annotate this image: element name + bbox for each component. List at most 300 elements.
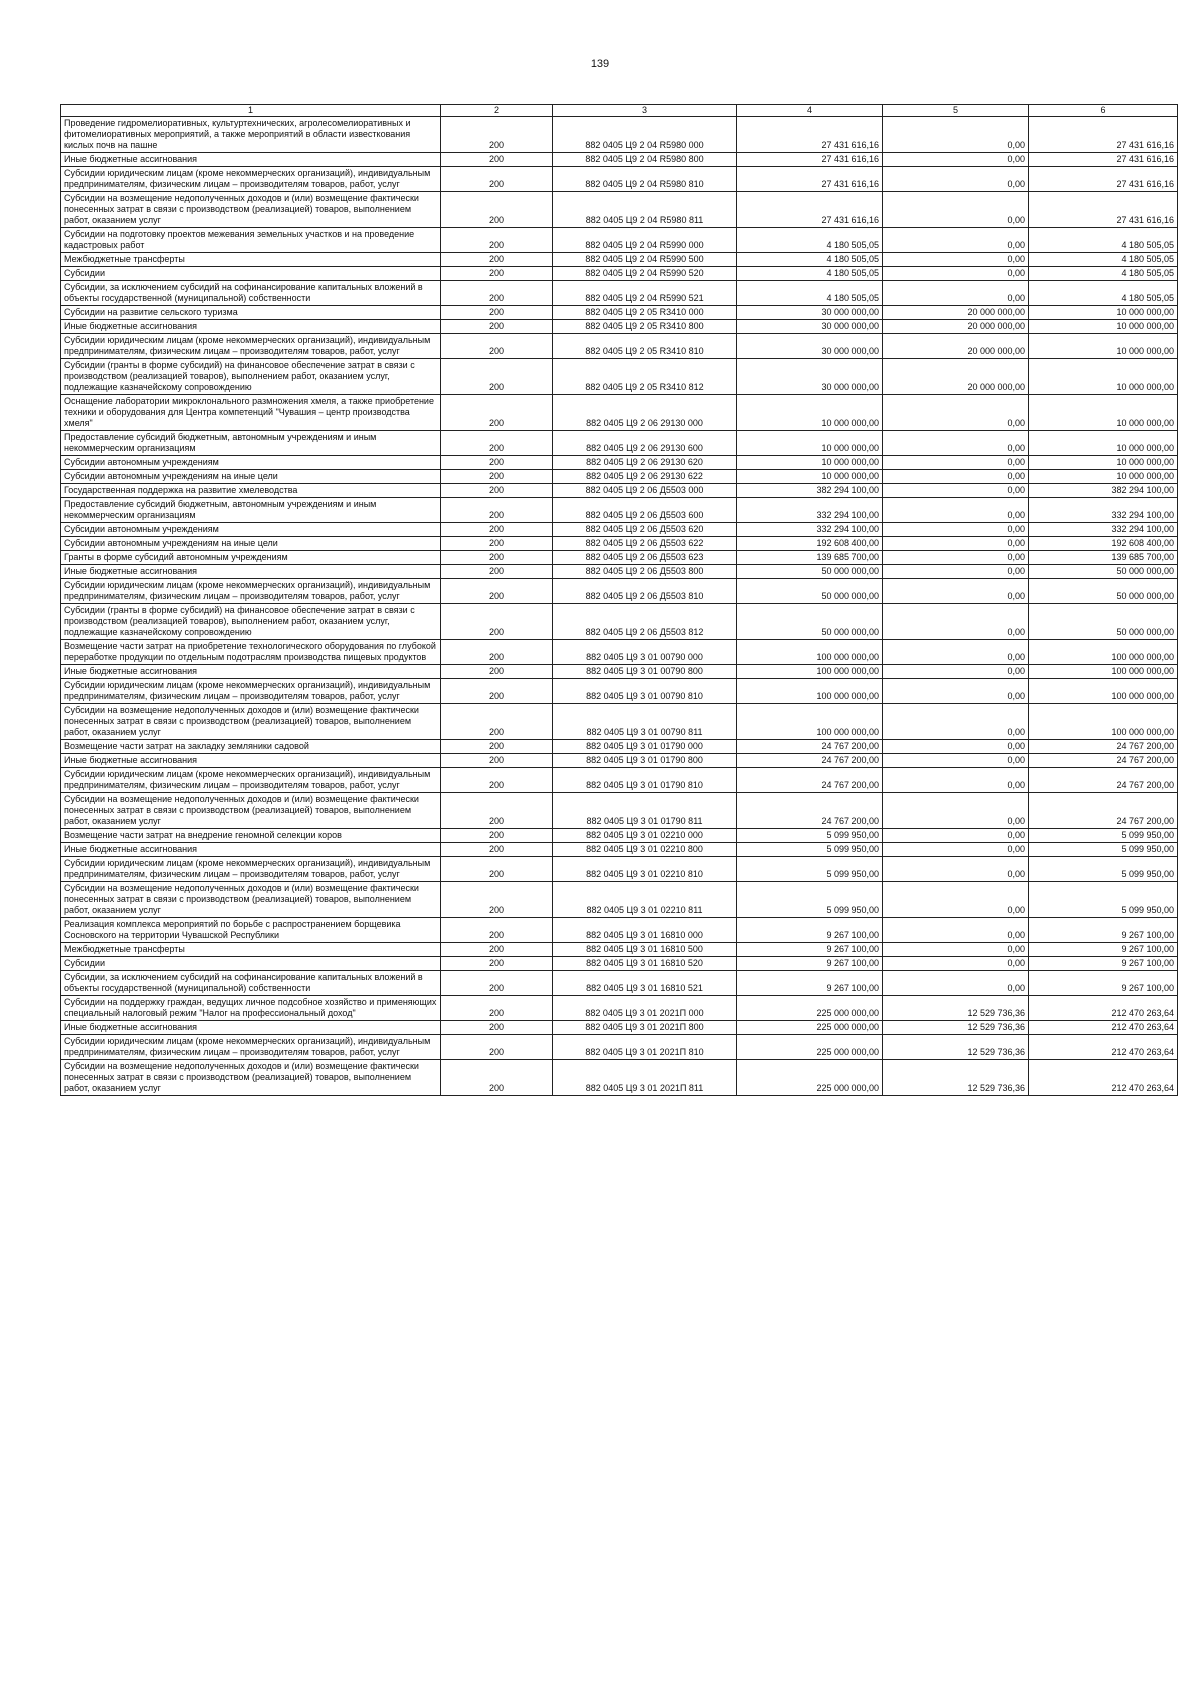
- table-row: [61, 740, 1178, 754]
- row-change-cell: 0,00: [883, 665, 1029, 679]
- row-code-cell: 882 0405 Ц9 2 06 29130 622: [553, 470, 737, 484]
- row-code-cell: 882 0405 Ц9 2 04 R5990 000: [553, 228, 737, 253]
- table-row: [61, 579, 1178, 604]
- row-name-cell: Субсидии на возмещение недополученных доходов и (или) возмещение фактически понесенных затрат в связи с производством (реализацией) товаров, выполнением работ, оказанием услуг: [61, 1060, 441, 1096]
- row-amount-cell: 10 000 000,00: [737, 470, 883, 484]
- row-name-cell: Иные бюджетные ассигнования: [61, 665, 441, 679]
- row-total-cell: 9 267 100,00: [1029, 957, 1178, 971]
- row-change-cell: 0,00: [883, 167, 1029, 192]
- row-change-cell: 0,00: [883, 431, 1029, 456]
- row-amount-cell: 5 099 950,00: [737, 882, 883, 918]
- table-row: [61, 117, 1178, 153]
- row-change-cell: 0,00: [883, 857, 1029, 882]
- table-row: [61, 498, 1178, 523]
- row-change-cell: 0,00: [883, 768, 1029, 793]
- row-total-cell: 9 267 100,00: [1029, 918, 1178, 943]
- row-total-cell: 382 294 100,00: [1029, 484, 1178, 498]
- row-amount-cell: 24 767 200,00: [737, 768, 883, 793]
- row-change-cell: 12 529 736,36: [883, 996, 1029, 1021]
- row-section-cell: 200: [441, 470, 553, 484]
- row-change-cell: 0,00: [883, 679, 1029, 704]
- row-total-cell: 50 000 000,00: [1029, 579, 1178, 604]
- row-total-cell: 100 000 000,00: [1029, 704, 1178, 740]
- row-amount-cell: 225 000 000,00: [737, 1035, 883, 1060]
- row-change-cell: 0,00: [883, 267, 1029, 281]
- table-row: [61, 843, 1178, 857]
- row-amount-cell: 50 000 000,00: [737, 579, 883, 604]
- column-header-1: 1: [61, 105, 441, 117]
- row-name-cell: Субсидии на возмещение недополученных доходов и (или) возмещение фактически понесенных затрат в связи с производством (реализацией) товаров, выполнением работ, оказанием услуг: [61, 704, 441, 740]
- row-name-cell: Межбюджетные трансферты: [61, 943, 441, 957]
- row-name-cell: Реализация комплекса мероприятий по борьбе с распространением борщевика Сосновского на территории Чувашской Республики: [61, 918, 441, 943]
- row-section-cell: 200: [441, 640, 553, 665]
- row-amount-cell: 192 608 400,00: [737, 537, 883, 551]
- row-amount-cell: 9 267 100,00: [737, 943, 883, 957]
- row-amount-cell: 225 000 000,00: [737, 1060, 883, 1096]
- row-section-cell: 200: [441, 537, 553, 551]
- row-section-cell: 200: [441, 740, 553, 754]
- table-row: [61, 679, 1178, 704]
- row-name-cell: Субсидии (гранты в форме субсидий) на финансовое обеспечение затрат в связи с производством (реализацией товаров), выполнением работ, оказанием услуг, подлежащие казначейскому сопровождению: [61, 359, 441, 395]
- row-change-cell: 0,00: [883, 565, 1029, 579]
- row-change-cell: 0,00: [883, 957, 1029, 971]
- row-change-cell: 0,00: [883, 918, 1029, 943]
- table-row: [61, 882, 1178, 918]
- row-section-cell: 200: [441, 754, 553, 768]
- row-code-cell: 882 0405 Ц9 3 01 02210 000: [553, 829, 737, 843]
- row-name-cell: Субсидии юридическим лицам (кроме некоммерческих организаций), индивидуальным предпринимателям, физическим лицам – производителям товаров, работ, услуг: [61, 167, 441, 192]
- row-total-cell: 9 267 100,00: [1029, 971, 1178, 996]
- table-row: [61, 957, 1178, 971]
- row-total-cell: 5 099 950,00: [1029, 843, 1178, 857]
- row-name-cell: Субсидии на возмещение недополученных доходов и (или) возмещение фактически понесенных затрат в связи с производством (реализацией) товаров, выполнением работ, оказанием услуг: [61, 192, 441, 228]
- row-name-cell: Возмещение части затрат на закладку земляники садовой: [61, 740, 441, 754]
- row-amount-cell: 50 000 000,00: [737, 565, 883, 579]
- row-amount-cell: 225 000 000,00: [737, 1021, 883, 1035]
- column-header-5: 5: [883, 105, 1029, 117]
- row-section-cell: 200: [441, 334, 553, 359]
- row-code-cell: 882 0405 Ц9 2 06 29130 600: [553, 431, 737, 456]
- row-code-cell: 882 0405 Ц9 2 06 29130 620: [553, 456, 737, 470]
- row-amount-cell: 27 431 616,16: [737, 167, 883, 192]
- row-section-cell: 200: [441, 604, 553, 640]
- table-row: [61, 768, 1178, 793]
- table-row: [61, 253, 1178, 267]
- row-amount-cell: 100 000 000,00: [737, 640, 883, 665]
- row-amount-cell: 100 000 000,00: [737, 704, 883, 740]
- row-section-cell: 200: [441, 679, 553, 704]
- row-section-cell: 200: [441, 704, 553, 740]
- row-code-cell: 882 0405 Ц9 2 05 R3410 810: [553, 334, 737, 359]
- column-header-2: 2: [441, 105, 553, 117]
- row-change-cell: 0,00: [883, 470, 1029, 484]
- row-code-cell: 882 0405 Ц9 3 01 2021П 800: [553, 1021, 737, 1035]
- row-total-cell: 24 767 200,00: [1029, 754, 1178, 768]
- row-name-cell: Иные бюджетные ассигнования: [61, 565, 441, 579]
- table-row: [61, 604, 1178, 640]
- table-row: [61, 267, 1178, 281]
- row-total-cell: 9 267 100,00: [1029, 943, 1178, 957]
- row-change-cell: 20 000 000,00: [883, 334, 1029, 359]
- table-body: [61, 117, 1178, 1096]
- row-name-cell: Предоставление субсидий бюджетным, автономным учреждениям и иным некоммерческим организациям: [61, 498, 441, 523]
- row-change-cell: 20 000 000,00: [883, 359, 1029, 395]
- row-amount-cell: 30 000 000,00: [737, 320, 883, 334]
- row-name-cell: Субсидии: [61, 267, 441, 281]
- row-change-cell: 12 529 736,36: [883, 1060, 1029, 1096]
- row-code-cell: 882 0405 Ц9 2 06 Д5503 800: [553, 565, 737, 579]
- row-total-cell: 10 000 000,00: [1029, 431, 1178, 456]
- row-amount-cell: 30 000 000,00: [737, 359, 883, 395]
- row-name-cell: Иные бюджетные ассигнования: [61, 320, 441, 334]
- row-name-cell: Иные бюджетные ассигнования: [61, 843, 441, 857]
- row-code-cell: 882 0405 Ц9 2 04 R5980 000: [553, 117, 737, 153]
- table-row: [61, 551, 1178, 565]
- table-row: [61, 537, 1178, 551]
- row-code-cell: 882 0405 Ц9 3 01 00790 000: [553, 640, 737, 665]
- row-change-cell: 0,00: [883, 498, 1029, 523]
- row-code-cell: 882 0405 Ц9 2 05 R3410 812: [553, 359, 737, 395]
- row-change-cell: 20 000 000,00: [883, 320, 1029, 334]
- row-code-cell: 882 0405 Ц9 2 06 Д5503 600: [553, 498, 737, 523]
- row-change-cell: 0,00: [883, 153, 1029, 167]
- table-row: [61, 829, 1178, 843]
- column-header-4: 4: [737, 105, 883, 117]
- row-change-cell: 0,00: [883, 117, 1029, 153]
- table-row: [61, 153, 1178, 167]
- row-code-cell: 882 0405 Ц9 2 06 29130 000: [553, 395, 737, 431]
- row-code-cell: 882 0405 Ц9 3 01 00790 810: [553, 679, 737, 704]
- row-section-cell: 200: [441, 153, 553, 167]
- row-total-cell: 10 000 000,00: [1029, 359, 1178, 395]
- row-section-cell: 200: [441, 1021, 553, 1035]
- table-row: [61, 431, 1178, 456]
- row-total-cell: 5 099 950,00: [1029, 857, 1178, 882]
- row-total-cell: 10 000 000,00: [1029, 395, 1178, 431]
- column-header-3: 3: [553, 105, 737, 117]
- row-code-cell: 882 0405 Ц9 3 01 00790 811: [553, 704, 737, 740]
- row-section-cell: 200: [441, 484, 553, 498]
- row-change-cell: 0,00: [883, 882, 1029, 918]
- row-total-cell: 212 470 263,64: [1029, 996, 1178, 1021]
- table-row: [61, 640, 1178, 665]
- row-section-cell: 200: [441, 1060, 553, 1096]
- row-amount-cell: 332 294 100,00: [737, 523, 883, 537]
- row-change-cell: 0,00: [883, 971, 1029, 996]
- row-amount-cell: 27 431 616,16: [737, 192, 883, 228]
- row-name-cell: Субсидии на подготовку проектов межевания земельных участков и на проведение кадастровых работ: [61, 228, 441, 253]
- row-total-cell: 10 000 000,00: [1029, 334, 1178, 359]
- row-section-cell: 200: [441, 793, 553, 829]
- row-section-cell: 200: [441, 829, 553, 843]
- row-total-cell: 4 180 505,05: [1029, 253, 1178, 267]
- row-section-cell: 200: [441, 843, 553, 857]
- row-section-cell: 200: [441, 957, 553, 971]
- row-name-cell: Иные бюджетные ассигнования: [61, 1021, 441, 1035]
- row-name-cell: Субсидии юридическим лицам (кроме некоммерческих организаций), индивидуальным предпринимателям, физическим лицам – производителям товаров, работ, услуг: [61, 857, 441, 882]
- row-total-cell: 50 000 000,00: [1029, 604, 1178, 640]
- row-section-cell: 200: [441, 253, 553, 267]
- row-code-cell: 882 0405 Ц9 3 01 01790 800: [553, 754, 737, 768]
- table-row: [61, 320, 1178, 334]
- row-section-cell: 200: [441, 565, 553, 579]
- table-row: [61, 857, 1178, 882]
- row-name-cell: Субсидии на возмещение недополученных доходов и (или) возмещение фактически понесенных затрат в связи с производством (реализацией) товаров, выполнением работ, оказанием услуг: [61, 882, 441, 918]
- row-code-cell: 882 0405 Ц9 2 04 R5980 811: [553, 192, 737, 228]
- row-section-cell: 200: [441, 523, 553, 537]
- row-total-cell: 27 431 616,16: [1029, 167, 1178, 192]
- row-name-cell: Возмещение части затрат на внедрение геномной селекции коров: [61, 829, 441, 843]
- row-section-cell: 200: [441, 267, 553, 281]
- row-name-cell: Субсидии автономным учреждениям: [61, 523, 441, 537]
- row-name-cell: Межбюджетные трансферты: [61, 253, 441, 267]
- row-total-cell: 4 180 505,05: [1029, 267, 1178, 281]
- row-code-cell: 882 0405 Ц9 3 01 02210 811: [553, 882, 737, 918]
- row-change-cell: 0,00: [883, 281, 1029, 306]
- row-total-cell: 10 000 000,00: [1029, 320, 1178, 334]
- table-row: [61, 281, 1178, 306]
- row-total-cell: 139 685 700,00: [1029, 551, 1178, 565]
- row-code-cell: 882 0405 Ц9 3 01 00790 800: [553, 665, 737, 679]
- table-row: [61, 565, 1178, 579]
- table-row: [61, 1060, 1178, 1096]
- row-section-cell: 200: [441, 882, 553, 918]
- table-row: [61, 918, 1178, 943]
- row-name-cell: Субсидии на развитие сельского туризма: [61, 306, 441, 320]
- row-section-cell: 200: [441, 192, 553, 228]
- row-section-cell: 200: [441, 971, 553, 996]
- table-row: [61, 456, 1178, 470]
- row-total-cell: 100 000 000,00: [1029, 665, 1178, 679]
- row-amount-cell: 100 000 000,00: [737, 665, 883, 679]
- row-amount-cell: 382 294 100,00: [737, 484, 883, 498]
- row-change-cell: 0,00: [883, 192, 1029, 228]
- row-change-cell: 12 529 736,36: [883, 1021, 1029, 1035]
- row-code-cell: 882 0405 Ц9 2 06 Д5503 000: [553, 484, 737, 498]
- table-row: [61, 793, 1178, 829]
- row-amount-cell: 10 000 000,00: [737, 395, 883, 431]
- row-change-cell: 0,00: [883, 228, 1029, 253]
- row-code-cell: 882 0405 Ц9 3 01 2021П 811: [553, 1060, 737, 1096]
- row-code-cell: 882 0405 Ц9 3 01 01790 000: [553, 740, 737, 754]
- row-name-cell: Субсидии автономным учреждениям на иные цели: [61, 537, 441, 551]
- row-total-cell: 212 470 263,64: [1029, 1060, 1178, 1096]
- row-total-cell: 24 767 200,00: [1029, 768, 1178, 793]
- row-name-cell: Проведение гидромелиоративных, культуртехнических, агролесомелиоративных и фитомелиоративных мероприятий, а также мероприятий в области известкования кислых почв на пашне: [61, 117, 441, 153]
- row-total-cell: 4 180 505,05: [1029, 281, 1178, 306]
- row-section-cell: 200: [441, 579, 553, 604]
- row-change-cell: 0,00: [883, 704, 1029, 740]
- row-section-cell: 200: [441, 228, 553, 253]
- row-name-cell: Субсидии юридическим лицам (кроме некоммерческих организаций), индивидуальным предпринимателям, физическим лицам – производителям товаров, работ, услуг: [61, 679, 441, 704]
- row-amount-cell: 139 685 700,00: [737, 551, 883, 565]
- row-section-cell: 200: [441, 857, 553, 882]
- row-amount-cell: 100 000 000,00: [737, 679, 883, 704]
- row-code-cell: 882 0405 Ц9 3 01 01790 810: [553, 768, 737, 793]
- table-row: [61, 306, 1178, 320]
- row-amount-cell: 9 267 100,00: [737, 918, 883, 943]
- row-amount-cell: 30 000 000,00: [737, 306, 883, 320]
- row-amount-cell: 9 267 100,00: [737, 957, 883, 971]
- row-name-cell: Субсидии автономным учреждениям: [61, 456, 441, 470]
- row-amount-cell: 50 000 000,00: [737, 604, 883, 640]
- row-amount-cell: 10 000 000,00: [737, 456, 883, 470]
- row-total-cell: 332 294 100,00: [1029, 523, 1178, 537]
- row-name-cell: Субсидии юридическим лицам (кроме некоммерческих организаций), индивидуальным предпринимателям, физическим лицам – производителям товаров, работ, услуг: [61, 1035, 441, 1060]
- row-amount-cell: 4 180 505,05: [737, 281, 883, 306]
- row-total-cell: 5 099 950,00: [1029, 829, 1178, 843]
- table-row: [61, 971, 1178, 996]
- row-amount-cell: 332 294 100,00: [737, 498, 883, 523]
- row-change-cell: 0,00: [883, 640, 1029, 665]
- row-change-cell: 0,00: [883, 604, 1029, 640]
- row-name-cell: Предоставление субсидий бюджетным, автономным учреждениям и иным некоммерческим организациям: [61, 431, 441, 456]
- row-amount-cell: 24 767 200,00: [737, 754, 883, 768]
- row-amount-cell: 4 180 505,05: [737, 228, 883, 253]
- row-change-cell: 0,00: [883, 943, 1029, 957]
- row-section-cell: 200: [441, 996, 553, 1021]
- row-code-cell: 882 0405 Ц9 3 01 2021П 000: [553, 996, 737, 1021]
- table-row: [61, 996, 1178, 1021]
- row-section-cell: 200: [441, 281, 553, 306]
- row-total-cell: 24 767 200,00: [1029, 740, 1178, 754]
- row-section-cell: 200: [441, 456, 553, 470]
- row-name-cell: Субсидии автономным учреждениям на иные цели: [61, 470, 441, 484]
- row-change-cell: 0,00: [883, 829, 1029, 843]
- row-code-cell: 882 0405 Ц9 3 01 02210 800: [553, 843, 737, 857]
- table-row: [61, 523, 1178, 537]
- row-total-cell: 27 431 616,16: [1029, 153, 1178, 167]
- row-code-cell: 882 0405 Ц9 2 06 Д5503 623: [553, 551, 737, 565]
- row-change-cell: 0,00: [883, 740, 1029, 754]
- row-amount-cell: 5 099 950,00: [737, 829, 883, 843]
- row-section-cell: 200: [441, 395, 553, 431]
- row-code-cell: 882 0405 Ц9 3 01 16810 000: [553, 918, 737, 943]
- row-code-cell: 882 0405 Ц9 3 01 01790 811: [553, 793, 737, 829]
- row-name-cell: Иные бюджетные ассигнования: [61, 153, 441, 167]
- row-section-cell: 200: [441, 768, 553, 793]
- table-row: [61, 470, 1178, 484]
- row-change-cell: 20 000 000,00: [883, 306, 1029, 320]
- row-amount-cell: 4 180 505,05: [737, 267, 883, 281]
- row-section-cell: 200: [441, 943, 553, 957]
- table-row: [61, 395, 1178, 431]
- row-code-cell: 882 0405 Ц9 2 04 R5980 810: [553, 167, 737, 192]
- row-section-cell: 200: [441, 359, 553, 395]
- row-code-cell: 882 0405 Ц9 3 01 16810 520: [553, 957, 737, 971]
- table-row: [61, 359, 1178, 395]
- row-amount-cell: 27 431 616,16: [737, 117, 883, 153]
- row-total-cell: 50 000 000,00: [1029, 565, 1178, 579]
- row-total-cell: 27 431 616,16: [1029, 192, 1178, 228]
- table-row: [61, 665, 1178, 679]
- row-change-cell: 0,00: [883, 484, 1029, 498]
- row-name-cell: Субсидии юридическим лицам (кроме некоммерческих организаций), индивидуальным предпринимателям, физическим лицам – производителям товаров, работ, услуг: [61, 334, 441, 359]
- row-name-cell: Субсидии, за исключением субсидий на софинансирование капитальных вложений в объекты государственной (муниципальной) собственности: [61, 281, 441, 306]
- row-code-cell: 882 0405 Ц9 2 06 Д5503 812: [553, 604, 737, 640]
- row-name-cell: Субсидии юридическим лицам (кроме некоммерческих организаций), индивидуальным предпринимателям, физическим лицам – производителям товаров, работ, услуг: [61, 768, 441, 793]
- header-row: [61, 105, 1178, 117]
- row-code-cell: 882 0405 Ц9 2 04 R5980 800: [553, 153, 737, 167]
- row-name-cell: Государственная поддержка на развитие хмелеводства: [61, 484, 441, 498]
- row-total-cell: 332 294 100,00: [1029, 498, 1178, 523]
- row-section-cell: 200: [441, 498, 553, 523]
- row-amount-cell: 10 000 000,00: [737, 431, 883, 456]
- row-name-cell: Иные бюджетные ассигнования: [61, 754, 441, 768]
- row-code-cell: 882 0405 Ц9 2 05 R3410 800: [553, 320, 737, 334]
- table-row: [61, 1021, 1178, 1035]
- row-code-cell: 882 0405 Ц9 2 06 Д5503 810: [553, 579, 737, 604]
- row-total-cell: 5 099 950,00: [1029, 882, 1178, 918]
- row-section-cell: 200: [441, 551, 553, 565]
- row-amount-cell: 225 000 000,00: [737, 996, 883, 1021]
- row-amount-cell: 24 767 200,00: [737, 793, 883, 829]
- row-change-cell: 0,00: [883, 843, 1029, 857]
- row-section-cell: 200: [441, 167, 553, 192]
- table-row: [61, 484, 1178, 498]
- row-total-cell: 10 000 000,00: [1029, 306, 1178, 320]
- budget-table: [60, 104, 1178, 1096]
- row-name-cell: Субсидии: [61, 957, 441, 971]
- row-section-cell: 200: [441, 431, 553, 456]
- row-amount-cell: 27 431 616,16: [737, 153, 883, 167]
- table-row: [61, 334, 1178, 359]
- row-code-cell: 882 0405 Ц9 2 06 Д5503 620: [553, 523, 737, 537]
- row-amount-cell: 24 767 200,00: [737, 740, 883, 754]
- row-code-cell: 882 0405 Ц9 3 01 16810 521: [553, 971, 737, 996]
- row-name-cell: Субсидии на возмещение недополученных доходов и (или) возмещение фактически понесенных затрат в связи с производством (реализацией) товаров, выполнением работ, оказанием услуг: [61, 793, 441, 829]
- row-total-cell: 212 470 263,64: [1029, 1021, 1178, 1035]
- row-code-cell: 882 0405 Ц9 2 06 Д5503 622: [553, 537, 737, 551]
- row-name-cell: Субсидии (гранты в форме субсидий) на финансовое обеспечение затрат в связи с производством (реализацией товаров), выполнением работ, оказанием услуг, подлежащие казначейскому сопровождению: [61, 604, 441, 640]
- table-row: [61, 228, 1178, 253]
- row-section-cell: 200: [441, 306, 553, 320]
- row-change-cell: 0,00: [883, 579, 1029, 604]
- row-code-cell: 882 0405 Ц9 2 04 R5990 521: [553, 281, 737, 306]
- row-code-cell: 882 0405 Ц9 3 01 16810 500: [553, 943, 737, 957]
- row-amount-cell: 5 099 950,00: [737, 843, 883, 857]
- row-amount-cell: 5 099 950,00: [737, 857, 883, 882]
- row-code-cell: 882 0405 Ц9 2 04 R5990 520: [553, 267, 737, 281]
- row-name-cell: Субсидии юридическим лицам (кроме некоммерческих организаций), индивидуальным предпринимателям, физическим лицам – производителям товаров, работ, услуг: [61, 579, 441, 604]
- row-name-cell: Субсидии на поддержку граждан, ведущих личное подсобное хозяйство и применяющих специальный налоговый режим "Налог на профессиональный доход": [61, 996, 441, 1021]
- row-change-cell: 0,00: [883, 523, 1029, 537]
- table-row: [61, 167, 1178, 192]
- table-row: [61, 1035, 1178, 1060]
- row-name-cell: Гранты в форме субсидий автономным учреждениям: [61, 551, 441, 565]
- row-change-cell: 0,00: [883, 793, 1029, 829]
- row-total-cell: 100 000 000,00: [1029, 679, 1178, 704]
- row-total-cell: 192 608 400,00: [1029, 537, 1178, 551]
- row-change-cell: 12 529 736,36: [883, 1035, 1029, 1060]
- table-row: [61, 704, 1178, 740]
- row-change-cell: 0,00: [883, 551, 1029, 565]
- row-name-cell: Возмещение части затрат на приобретение технологического оборудования по глубокой переработке продукции по отдельным подотраслям производства пищевых продуктов: [61, 640, 441, 665]
- row-name-cell: Оснащение лаборатории микроклонального размножения хмеля, а также приобретение техники и оборудования для Центра компетенций "Чувашия – центр производства хмеля": [61, 395, 441, 431]
- row-section-cell: 200: [441, 1035, 553, 1060]
- row-amount-cell: 4 180 505,05: [737, 253, 883, 267]
- page-number: 139: [590, 58, 610, 70]
- row-section-cell: 200: [441, 117, 553, 153]
- row-section-cell: 200: [441, 665, 553, 679]
- row-amount-cell: 30 000 000,00: [737, 334, 883, 359]
- row-section-cell: 200: [441, 918, 553, 943]
- row-total-cell: 4 180 505,05: [1029, 228, 1178, 253]
- row-total-cell: 10 000 000,00: [1029, 470, 1178, 484]
- table-row: [61, 943, 1178, 957]
- column-header-6: 6: [1029, 105, 1178, 117]
- row-change-cell: 0,00: [883, 537, 1029, 551]
